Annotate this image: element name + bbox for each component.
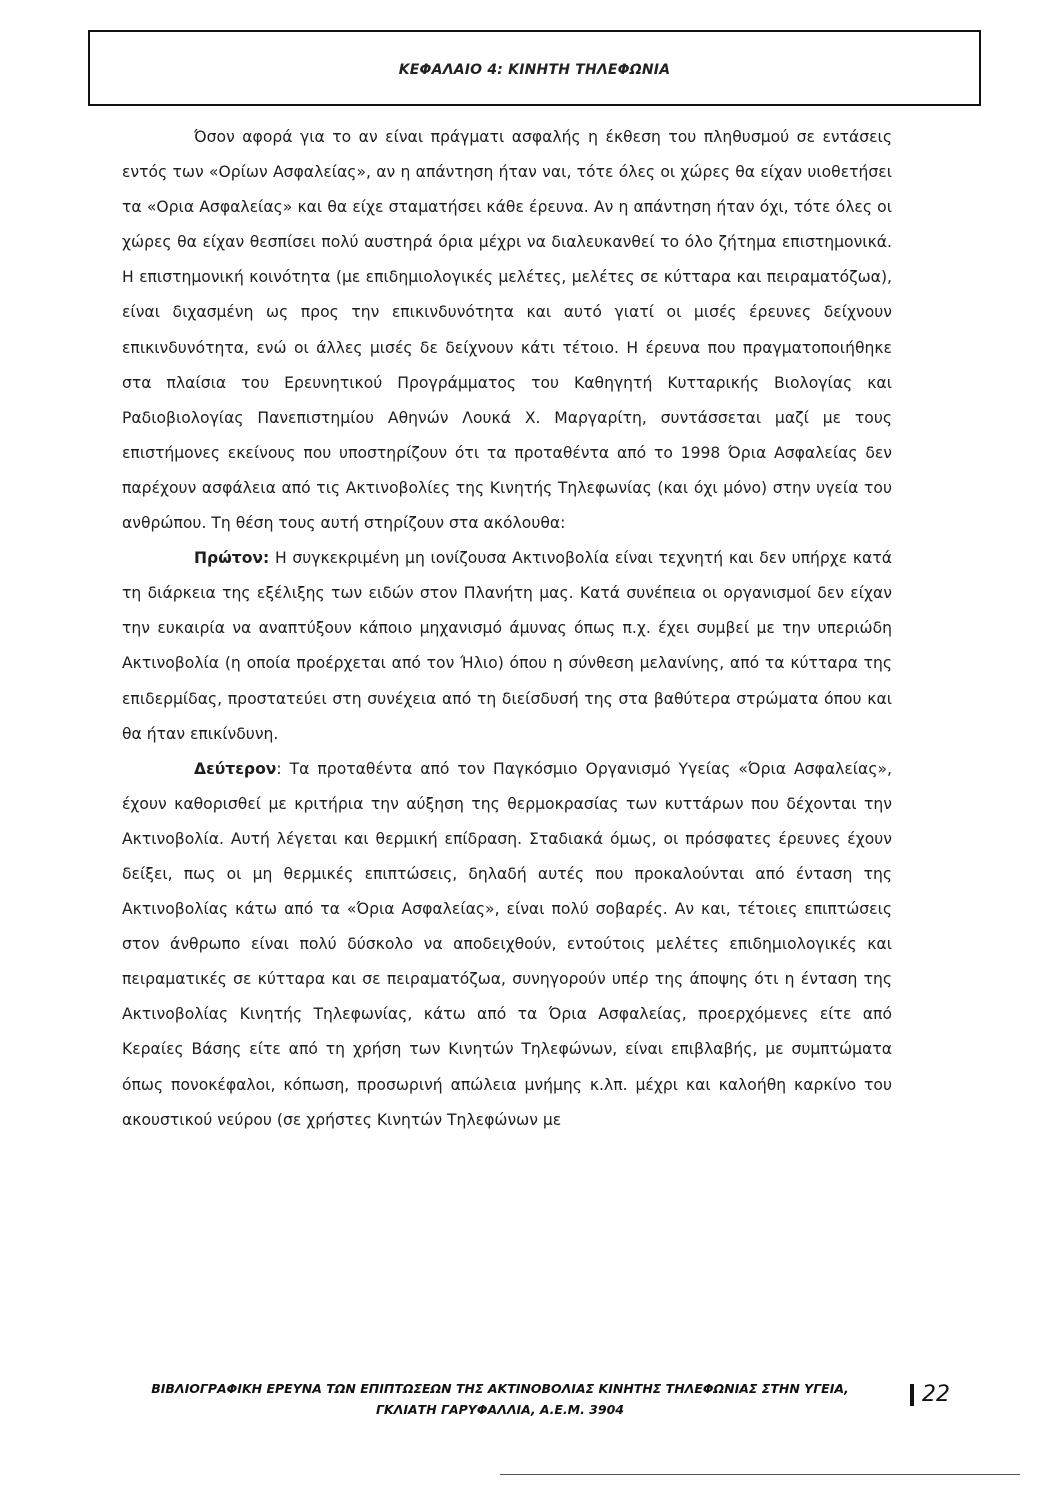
intro-paragraph: Όσον αφορά για το αν είναι πράγματι ασφαλής η έκθεση του πληθυσμού σε εντάσεις εντός των «Ορίων Ασφαλείας», αν η απάντηση ήταν ναι, τότε όλες οι χώρες θα είχαν υιοθετήσει τα «Ορια Ασφαλείας» και θα είχε σταματήσει κάθε έρευνα. Αν η απάντηση ήταν όχι, τότε όλες οι χώρες θα είχαν θεσπίσει πολύ αυστηρά όρια μέχρι να διαλευκανθεί το όλο ζήτημα επιστημονικά. Η επιστημονική κοινότητα (με επιδημιολογικές μελέτες, μελέτες σε κύτταρα και πειραματόζωα), είναι διχασμένη ως προς την επικινδυνότητα και αυτό γιατί οι μισές έρευνες δείχνουν επικινδυνότητα, ενώ οι άλλες μισές δε δείχνουν κάτι τέτοιο. Η έρευνα που πραγματοποιήθηκε στα πλαίσια του Ερευνητικού Προγράμματος του Καθηγητή Κυτταρικής Βιολογίας και Ραδιοβιολογίας Πανεπιστημίου Αθηνών Λουκά Χ. Μαργαρίτη, συντάσσεται μαζί με τους επιστήμονες εκείνους που υποστηρίζουν ότι τα προταθέντα από το 1998 Όρια Ασφαλείας δεν παρέχουν ασφάλεια από τις Ακτινοβολίες της Κινητής Τηλεφωνίας (και όχι μόνο) στην υγεία του ανθρώπου. Τη θέση τους αυτή στηρίζουν στα ακόλουθα: — [122, 128, 892, 533]
point-two-text: : Τα προταθέντα από τον Παγκόσμιο Οργανισμό Υγείας «Όρια Ασφαλείας», έχουν καθορισθεί με κριτήρια την αύξηση της θερμοκρασίας των κυττάρων που δέχονται την Ακτινοβολία. Αυτή λέγεται και θερμική επίδραση. Σταδιακά όμως, οι πρόσφατες έρευνες έχουν δείξει, πως οι μη θερμικές επιπτώσεις, δηλαδή αυτές που προκαλούνται από ένταση της Ακτινοβολίας κάτω από τα «Όρια Ασφαλείας», είναι πολύ σοβαρές. Αν και, τέτοιες επιπτώσεις στον άνθρωπο είναι πολύ δύσκολο να αποδειχθούν, εντούτοις μελέτες επιδημιολογικές και πειραματικές σε κύτταρα και σε πειραματόζωα, συνηγορούν υπέρ της άποψης ότι η ένταση της Ακτινοβολίας Κινητής Τηλεφωνίας, κάτω από τα Όρια Ασφαλείας, προερχόμενες είτε από Κεραίες Βάσης είτε από τη χρήση των Κινητών Τηλεφώνων, είναι επιβλαβής, με συμπτώματα όπως πονοκέφαλοι, κόπωση, προσωρινή απώλεια μνήμης κ.λπ. μέχρι και καλοήθη καρκίνο του ακουστικού νεύρου (σε χρήστες Κινητών Τηλεφώνων με — [122, 759, 892, 1129]
point-one-paragraph — [122, 541, 892, 752]
point-two-paragraph — [122, 752, 892, 1138]
footer-line-2: ΓΚΛΙΑΤΗ ΓΑΡΥΦΑΛΛΙΑ, Α.Ε.Μ. 3904 — [376, 1402, 624, 1417]
chapter-title: ΚΕΦΑΛΑΙΟ 4: ΚΙΝΗΤΗ ΤΗΛΕΦΩΝΙΑ — [398, 62, 671, 78]
point-one-label: Πρώτον: — [194, 549, 270, 568]
chapter-header-box — [88, 30, 981, 106]
page-footer — [100, 1378, 900, 1420]
point-one-text: Η συγκεκριμένη μη ιονίζουσα Ακτινοβολία είναι τεχνητή και δεν υπήρχε κατά τη διάρκεια της εξέλιξης των ειδών στον Πλανήτη μας. Κατά συνέπεια οι οργανισμοί δεν είχαν την ευκαιρία να αναπτύξουν κάποιο μηχανισμό άμυνας όπως π.χ. έχει συμβεί με την υπεριώδη Ακτινοβολία (η οποία προέρχεται από τον Ήλιο) όπου η σύνθεση μελανίνης, από τα κύτταρα της επιδερμίδας, προστατεύει στη συνέχεια από τη διείσδυσή της στα βαθύτερα στρώματα όπου και θα ήταν επικίνδυνη. — [122, 549, 892, 743]
page-number: 22 — [922, 1382, 950, 1407]
footer-separator-bar — [910, 1384, 914, 1406]
point-two-label: Δεύτερον — [194, 759, 277, 778]
document-body — [122, 120, 892, 1138]
footer-line-1: ΒΙΒΛΙΟΓΡΑΦΙΚΗ ΕΡΕΥΝΑ ΤΩΝ ΕΠΙΠΤΩΣΕΩΝ ΤΗΣ ΑΚΤΙΝΟΒΟΛΙΑΣ ΚΙΝΗΤΗΣ ΤΗΛΕΦΩΝΙΑΣ ΣΤΗΝ ΥΓΕΙΑ, — [151, 1381, 849, 1396]
bottom-rule — [500, 1474, 1020, 1475]
